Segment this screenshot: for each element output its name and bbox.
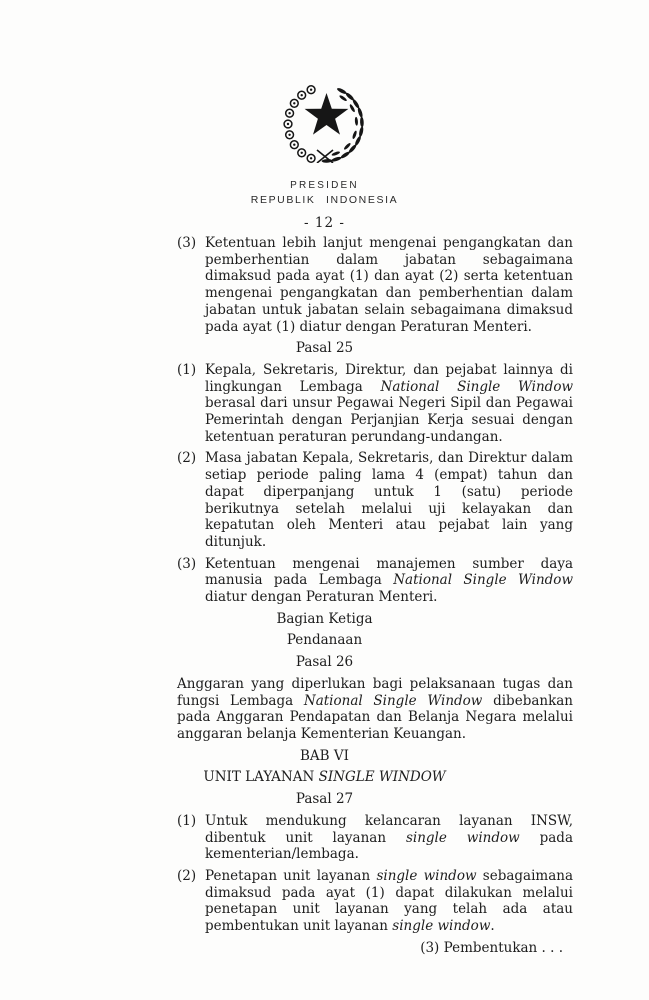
clause-item: [0, 868, 649, 935]
italic-text-run: National Single Window: [303, 692, 483, 709]
clause-text: [205, 556, 573, 606]
text-run: diatur dengan Peraturan Menteri.: [205, 589, 438, 606]
clause-text: [205, 450, 573, 550]
state-emblem-icon: [281, 83, 368, 163]
clause-item: [0, 450, 649, 550]
italic-text-run: National Single Window: [393, 572, 573, 589]
text-run: pada kementerian/lembaga.: [205, 829, 573, 863]
clause-text: [205, 362, 573, 446]
italic-text-run: single window: [405, 829, 520, 846]
clause-item: [0, 813, 649, 863]
text-run: Pasal 26: [295, 654, 354, 671]
text-run: UNIT LAYANAN: [203, 769, 319, 786]
clause-number: (2): [177, 450, 197, 467]
text-run: Kepala, Sekretaris, Direktur, dan pejabat lainnya di lingkungan Lembaga: [205, 361, 573, 395]
italic-text-run: single window: [376, 867, 477, 884]
text-run: Ketentuan lebih lanjut mengenai pengangkatan dan pemberhentian dalam jabatan sebagaimana dimaksud pada ayat (1) dan ayat (2) serta ketentuan mengenai pengangkatan dan pemberhentian dalam jabatan untuk jabatan selain sebagaimana dimaksud pada ayat (1) diatur dengan Peraturan Menteri.: [205, 235, 573, 335]
text-run: Masa jabatan Kepala, Sekretaris, dan Direktur dalam setiap periode paling lama 4 (empat) tahun dan dapat diperpanjang untuk 1 (satu) periode berikutnya setelah melalui uji kelayakan dan kepatutan oleh Menteri atau pejabat lain yang ditunjuk.: [205, 450, 573, 550]
continuation-catchword: [0, 940, 649, 957]
clause-number: (1): [177, 361, 197, 378]
clause-text: [205, 235, 573, 335]
clause-text: [205, 813, 573, 863]
text-run: Pendanaan: [286, 632, 363, 649]
section-heading: [0, 769, 649, 786]
body-paragraph: [0, 676, 649, 743]
section-heading: [0, 748, 649, 765]
italic-text-run: National Single Window: [380, 378, 573, 395]
text-run: Ketentuan mengenai manajemen sumber daya manusia pada Lembaga: [205, 555, 573, 589]
text-run: Bagian Ketiga: [276, 610, 373, 627]
letterhead-title: PRESIDEN: [290, 180, 359, 191]
text-run: Anggaran yang diperlukan bagi pelaksanaan tugas dan fungsi Lembaga: [177, 675, 573, 709]
page-number: - 12 -: [304, 215, 345, 231]
section-heading: [0, 340, 649, 357]
text-run: sebagaimana dimaksud pada ayat (1) dapat dilakukan melalui penetapan unit layanan yang telah ada atau pembentukan unit layanan: [205, 867, 573, 935]
text-run: dibebankan pada Anggaran Pendapatan dan Belanja Negara melalui anggaran belanja Kementerian Keuangan.: [177, 692, 573, 742]
clause-item: [0, 362, 649, 446]
clause-text: [205, 868, 573, 935]
document-body: [0, 235, 649, 956]
clause-number: (3): [177, 235, 197, 251]
text-run: (3) Pembentukan . . .: [420, 939, 563, 956]
section-heading: [0, 632, 649, 649]
text-run: Pasal 27: [295, 791, 354, 808]
italic-text-run: single window: [392, 918, 491, 935]
section-heading: [0, 654, 649, 671]
section-heading: [0, 791, 649, 808]
clause-item: [0, 235, 649, 335]
italic-text-run: SINGLE WINDOW: [318, 769, 446, 786]
text-run: .: [490, 918, 495, 935]
text-run: BAB VI: [300, 747, 349, 764]
text-run: Penetapan unit layanan: [205, 867, 377, 884]
letterhead: [0, 83, 649, 231]
clause-number: (1): [177, 812, 197, 829]
text-run: Untuk mendukung kelancaran layanan INSW, dibentuk unit layanan: [205, 812, 573, 846]
clause-number: (2): [177, 867, 197, 884]
star-icon: [305, 93, 349, 135]
section-heading: [0, 611, 649, 628]
clause-number: (3): [177, 555, 197, 572]
text-run: berasal dari unsur Pegawai Negeri Sipil dan Pegawai Pemerintah dengan Perjanjian Kerja sesuai dengan ketentuan peraturan perundang-undangan.: [205, 395, 573, 445]
letterhead-subtitle: REPUBLIK INDONESIA: [250, 194, 399, 206]
clause-item: [0, 556, 649, 606]
text-run: Pasal 25: [295, 340, 354, 357]
